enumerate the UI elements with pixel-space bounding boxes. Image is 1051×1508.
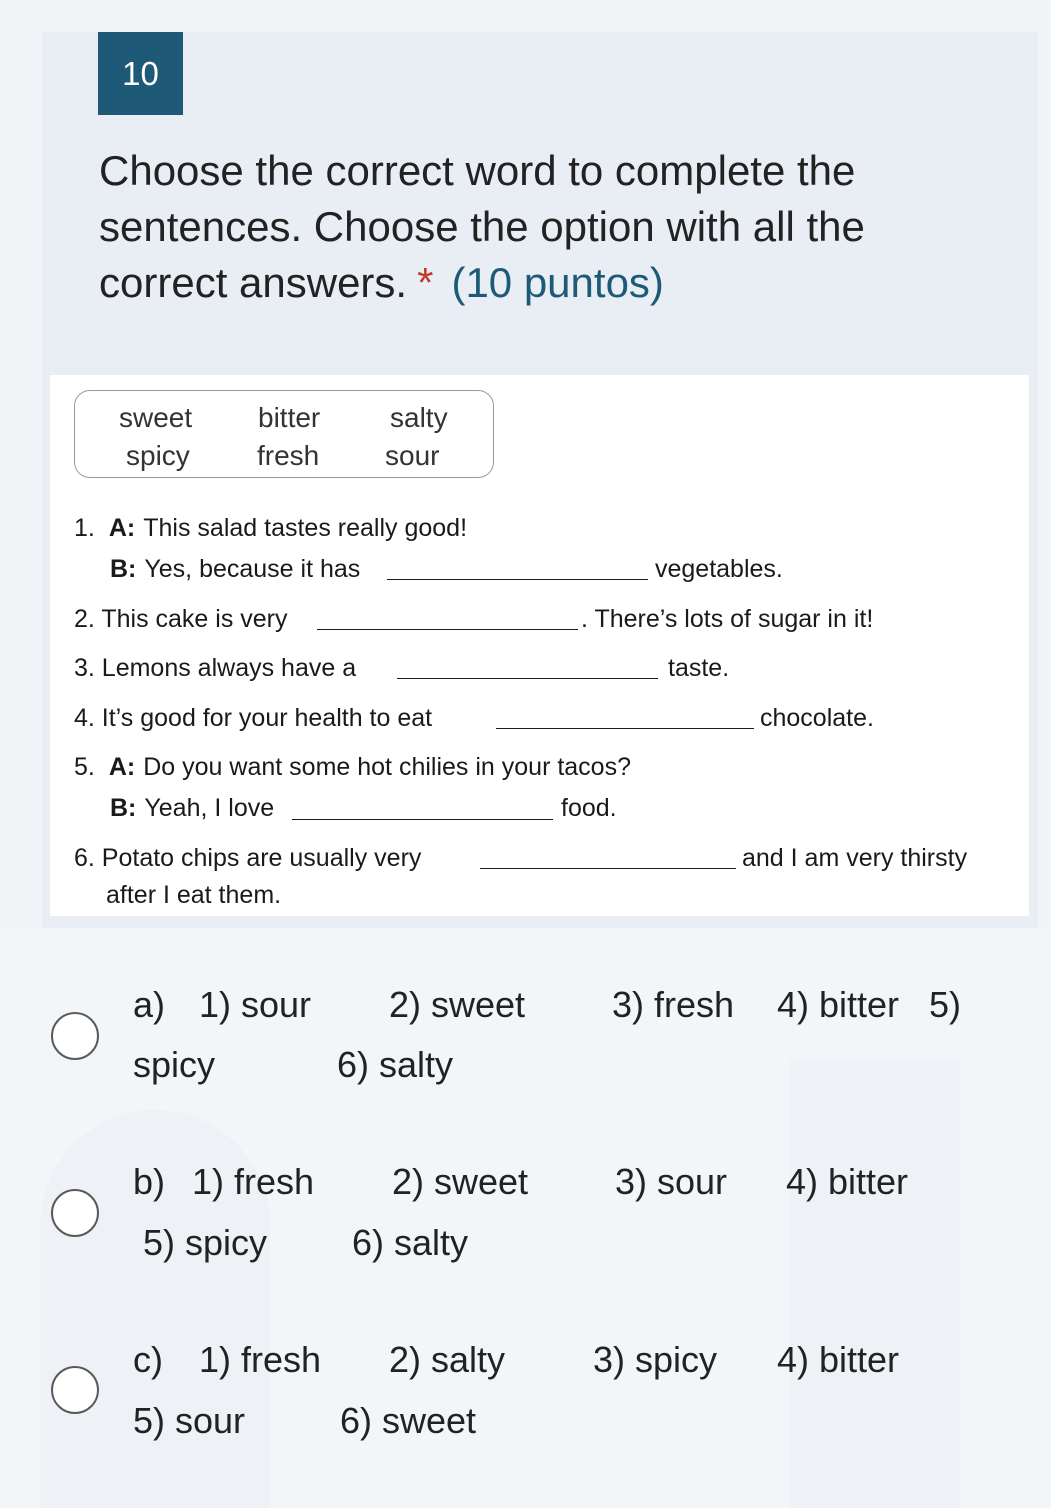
- option-b-radio[interactable]: [51, 1189, 99, 1237]
- watermark-shape: [790, 1060, 960, 1508]
- sentence-4: 4. It’s good for your health to eat: [74, 704, 433, 732]
- answer-blank: [292, 819, 553, 820]
- sentence-number: 1.: [74, 514, 95, 542]
- option-letter: b): [133, 1161, 166, 1202]
- sentence-text: Yes, because it has: [144, 555, 361, 583]
- option-item: 6) salty: [352, 1222, 469, 1263]
- exercise-image: [50, 375, 1029, 916]
- sentence-6-line2: after I eat them.: [106, 881, 282, 909]
- option-item: 3) sour: [615, 1161, 728, 1202]
- question-number: 10: [98, 32, 183, 115]
- option-item: 2) sweet: [392, 1161, 529, 1202]
- option-item: 1) sour: [199, 984, 312, 1025]
- speaker-label: B:: [110, 794, 137, 822]
- option-item: 6) salty: [337, 1044, 454, 1085]
- option-item: 6) sweet: [340, 1400, 477, 1441]
- sentence-end: taste.: [668, 654, 730, 682]
- answer-blank: [317, 629, 578, 630]
- option-item: 2) salty: [389, 1339, 506, 1380]
- required-mark: *: [417, 259, 434, 306]
- sentence-5-a: [74, 753, 631, 782]
- option-item: 1) fresh: [199, 1339, 322, 1380]
- question-prompt: Choose the correct word to complete the sentences. Choose the option with all the correct answers.: [99, 147, 865, 306]
- word-box-item: sweet: [119, 402, 193, 433]
- option-letter: c): [133, 1339, 163, 1380]
- option-item: 4) bitter: [777, 1339, 900, 1380]
- sentence-text: This salad tastes really good!: [143, 514, 468, 542]
- option-a-radio[interactable]: [51, 1012, 99, 1060]
- sentence-2: 2. This cake is very: [74, 605, 288, 633]
- sentence-end: chocolate.: [760, 704, 874, 732]
- answer-blank: [397, 678, 658, 679]
- question-points: (10 puntos): [451, 259, 664, 306]
- word-box: [74, 390, 494, 478]
- answer-blank: [496, 728, 754, 729]
- answer-blank: [387, 579, 648, 580]
- sentence-end: and I am very thirsty: [742, 844, 968, 872]
- sentence-3: 3. Lemons always have a: [74, 654, 357, 682]
- word-box-item: bitter: [258, 402, 321, 433]
- speaker-label: A:: [108, 514, 136, 542]
- option-item: spicy: [133, 1044, 216, 1085]
- option-item: 5) spicy: [143, 1222, 268, 1263]
- sentence-number: 5.: [74, 753, 95, 781]
- option-item: 5) sour: [133, 1400, 246, 1441]
- sentence-end: food.: [561, 794, 617, 822]
- option-item: 4) bitter: [777, 984, 900, 1025]
- option-item: 1) fresh: [192, 1161, 315, 1202]
- word-box-item: sour: [385, 440, 440, 471]
- sentence-text: Yeah, I love: [144, 794, 275, 822]
- sentence-5-b: [110, 794, 274, 823]
- word-box-item: spicy: [126, 440, 190, 471]
- answer-blank: [480, 868, 736, 869]
- option-letter: a): [133, 984, 166, 1025]
- option-item: 2) sweet: [389, 984, 526, 1025]
- sentence-text: Do you want some hot chilies in your tacos?: [143, 753, 631, 781]
- option-item: 4) bitter: [786, 1161, 909, 1202]
- word-box-item: fresh: [257, 440, 320, 471]
- speaker-label: B:: [110, 555, 137, 583]
- sentence-1-b: [110, 555, 360, 584]
- option-item: 5): [929, 984, 962, 1025]
- sentence-6: 6. Potato chips are usually very: [74, 844, 422, 872]
- sentence-1-a: [74, 514, 467, 543]
- option-c-radio[interactable]: [51, 1366, 99, 1414]
- sentence-end: . There’s lots of sugar in it!: [581, 605, 874, 633]
- option-item: 3) spicy: [593, 1339, 718, 1380]
- word-box-item: salty: [390, 402, 448, 433]
- option-item: 3) fresh: [612, 984, 735, 1025]
- sentence-end: vegetables.: [655, 555, 783, 583]
- speaker-label: A:: [108, 753, 136, 781]
- question-text: [99, 143, 999, 311]
